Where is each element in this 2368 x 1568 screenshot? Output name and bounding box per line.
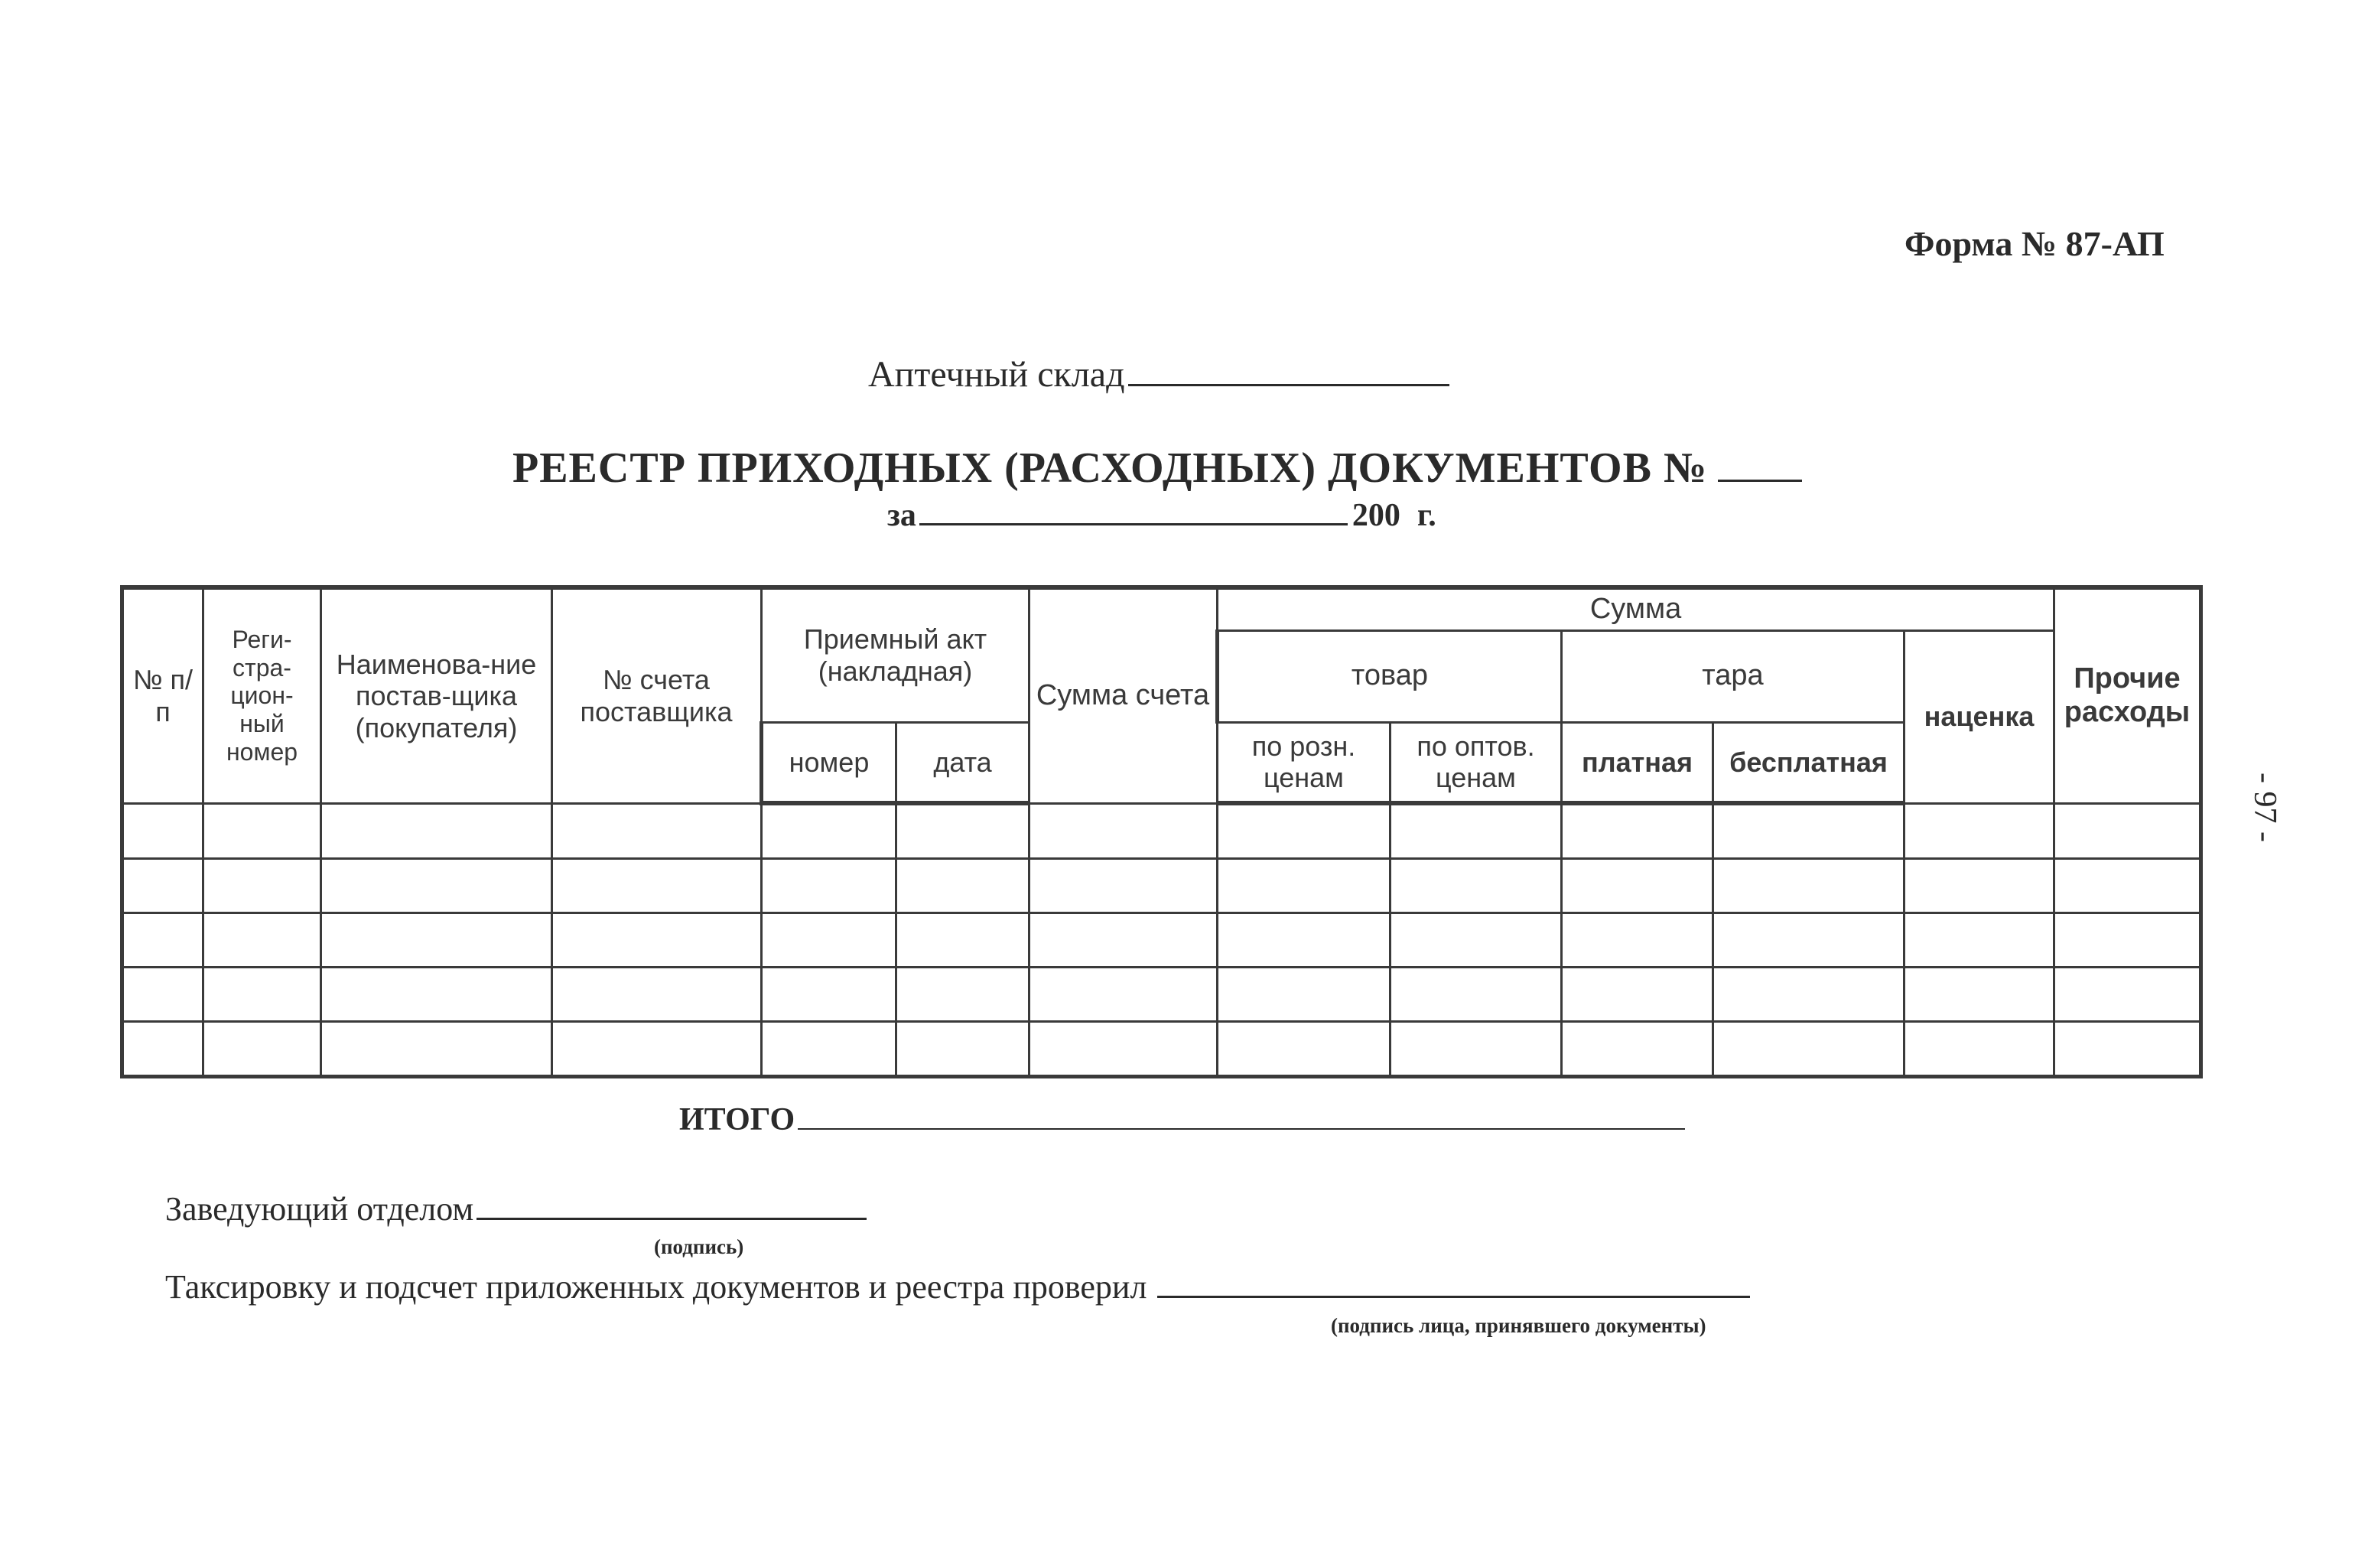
table-row [122, 859, 2201, 913]
table-cell[interactable] [1904, 859, 2054, 913]
warehouse-line [868, 353, 1449, 395]
table-cell[interactable] [321, 913, 552, 968]
receiver-signature-note: (подпись лица, принявшего документы) [1331, 1314, 1706, 1337]
table-cell[interactable] [1562, 859, 1713, 913]
table-cell[interactable] [1391, 913, 1562, 968]
table-row [122, 1022, 2201, 1077]
table-cell[interactable] [203, 913, 321, 968]
table-cell[interactable] [896, 968, 1029, 1022]
table-cell[interactable] [552, 1022, 762, 1077]
table-cell[interactable] [1713, 803, 1904, 859]
table-cell[interactable] [896, 1022, 1029, 1077]
total-label: ИТОГО [679, 1102, 795, 1137]
table-cell[interactable] [762, 859, 896, 913]
department-head-label: Заведующий отделом [165, 1190, 474, 1228]
table-row [122, 913, 2201, 968]
table-cell[interactable] [203, 859, 321, 913]
table-cell[interactable] [552, 913, 762, 968]
table-cell[interactable] [203, 968, 321, 1022]
header-supplier-invoice: № счета поставщика [552, 587, 762, 803]
table-cell[interactable] [1562, 1022, 1713, 1077]
table-cell[interactable] [122, 803, 203, 859]
table-cell[interactable] [122, 1022, 203, 1077]
document-title-text: РЕЕСТР ПРИХОДНЫХ (РАСХОДНЫХ) ДОКУМЕНТОВ № [512, 444, 1708, 492]
table-cell[interactable] [1029, 859, 1218, 913]
table-row [122, 803, 2201, 859]
table-cell[interactable] [1391, 968, 1562, 1022]
form-number: Форма № 87-АП [1904, 224, 2165, 263]
header-row-number: № п/п [122, 587, 203, 803]
table-cell[interactable] [1391, 1022, 1562, 1077]
table-cell[interactable] [2054, 859, 2201, 913]
table-cell[interactable] [1904, 1022, 2054, 1077]
period-prefix: за [887, 498, 916, 533]
registry-table [120, 585, 2203, 1078]
table-cell[interactable] [1218, 803, 1391, 859]
table-cell[interactable] [1713, 968, 1904, 1022]
table-cell[interactable] [1218, 859, 1391, 913]
table-cell[interactable] [122, 859, 203, 913]
table-cell[interactable] [1562, 913, 1713, 968]
table-cell[interactable] [2054, 1022, 2201, 1077]
table-cell[interactable] [1904, 803, 2054, 859]
registry-number-blank [1718, 479, 1802, 482]
table-cell[interactable] [321, 803, 552, 859]
header-supplier-name: Наименова-ние постав-щика (покупателя) [321, 587, 552, 803]
table-cell[interactable] [1562, 968, 1713, 1022]
period-year: 200 [1352, 498, 1400, 533]
table-cell[interactable] [122, 913, 203, 968]
header-invoice-sum: Сумма счета [1029, 587, 1218, 803]
table-cell[interactable] [552, 803, 762, 859]
table-cell[interactable] [762, 968, 896, 1022]
warehouse-blank-field [1128, 383, 1449, 386]
table-cell[interactable] [203, 1022, 321, 1077]
table-cell[interactable] [1904, 913, 2054, 968]
header-sum: Сумма [1218, 587, 2054, 630]
table-cell[interactable] [321, 968, 552, 1022]
table-cell[interactable] [896, 913, 1029, 968]
table-cell[interactable] [1029, 1022, 1218, 1077]
table-row [122, 968, 2201, 1022]
period-blank-field [919, 522, 1348, 525]
header-container: тара [1562, 630, 1904, 722]
period-suffix: г. [1417, 498, 1436, 533]
header-retail-prices: по розн. ценам [1218, 722, 1391, 803]
registry-table-body [122, 803, 2201, 1077]
table-cell[interactable] [1562, 803, 1713, 859]
header-other-expenses: Прочие расходы [2054, 587, 2201, 803]
table-cell[interactable] [1218, 913, 1391, 968]
check-label: Таксировку и подсчет приложенных документов и реестра проверил [165, 1268, 1147, 1306]
page-number: - 97 - [2247, 773, 2282, 842]
header-reg-number: Реги-стра-цион-ный номер [203, 587, 321, 803]
total-line [679, 1101, 1685, 1138]
header-free: бесплатная [1713, 722, 1904, 803]
table-cell[interactable] [1391, 859, 1562, 913]
header-goods: товар [1218, 630, 1562, 722]
table-cell[interactable] [896, 859, 1029, 913]
table-cell[interactable] [321, 859, 552, 913]
department-head-line [165, 1189, 867, 1228]
signature-note: (подпись) [654, 1235, 744, 1258]
table-cell[interactable] [1218, 968, 1391, 1022]
table-cell[interactable] [1713, 913, 1904, 968]
header-paid: платная [1562, 722, 1713, 803]
table-cell[interactable] [1218, 1022, 1391, 1077]
table-cell[interactable] [552, 859, 762, 913]
check-line [165, 1267, 1750, 1306]
table-cell[interactable] [1391, 803, 1562, 859]
total-blank-field[interactable] [798, 1127, 1685, 1130]
header-act-number: номер [762, 722, 896, 803]
table-cell[interactable] [762, 803, 896, 859]
table-cell[interactable] [321, 1022, 552, 1077]
receiver-signature-field[interactable] [1157, 1295, 1750, 1298]
header-wholesale-prices: по оптов. ценам [1391, 722, 1562, 803]
table-cell[interactable] [2054, 913, 2201, 968]
header-acceptance-act: Приемный акт (накладная) [762, 587, 1029, 722]
table-cell[interactable] [1029, 968, 1218, 1022]
table-cell[interactable] [762, 1022, 896, 1077]
document-title [512, 444, 1802, 493]
table-cell[interactable] [762, 913, 896, 968]
table-cell[interactable] [203, 803, 321, 859]
table-cell[interactable] [896, 803, 1029, 859]
header-act-date: дата [896, 722, 1029, 803]
table-cell[interactable] [2054, 968, 2201, 1022]
header-markup: наценка [1904, 630, 2054, 803]
period-line [887, 497, 1436, 534]
table-cell[interactable] [1029, 913, 1218, 968]
department-head-signature-field[interactable] [477, 1217, 867, 1220]
table-cell[interactable] [552, 968, 762, 1022]
table-cell[interactable] [2054, 803, 2201, 859]
table-cell[interactable] [1713, 859, 1904, 913]
table-cell[interactable] [1904, 968, 2054, 1022]
table-cell[interactable] [1029, 803, 1218, 859]
table-cell[interactable] [1713, 1022, 1904, 1077]
warehouse-label: Аптечный склад [868, 354, 1125, 395]
table-cell[interactable] [122, 968, 203, 1022]
